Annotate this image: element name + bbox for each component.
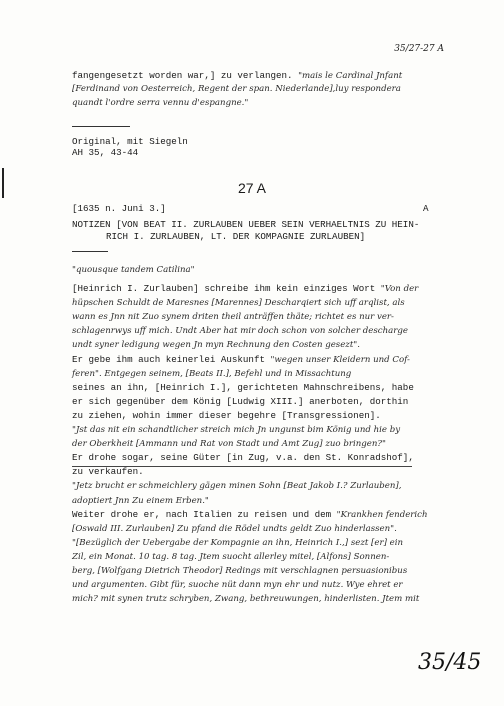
divider <box>72 251 108 252</box>
typed-text: zu verkaufen. <box>72 466 144 478</box>
title-line-1: NOTIZEN [VON BEAT II. ZURLAUBEN UEBER SEIN VERHAELTNIS ZU HEIN- <box>72 219 420 230</box>
quoted-text: hüpschen Schuldt de Maresnes [Marennes] Descharqiert sich uff arqlist, als <box>72 298 405 309</box>
body-line <box>72 283 418 295</box>
intro-line-1 <box>72 70 402 82</box>
typed-text: Er drohe sogar, seine Güter [in Zug, v.a. den St. Konradshof], <box>72 452 414 464</box>
body-line <box>72 495 209 507</box>
quoted-text: undt syner ledigung wegen Jn myn Rechnung den Costen gesezt". <box>72 340 360 351</box>
quoted-text: "Krankhen fenderich <box>336 509 428 520</box>
quoted-text: [Oswald III. Zurlauben] Zu pfand die Rödel undts geldt Zuo hinderlassen". <box>72 523 397 534</box>
quoted-text: Zil, ein Monat. 10 tag. 8 tag. Jtem suocht allerley mitel, [Alfons] Sonnen- <box>72 551 390 562</box>
document-number: 27 A <box>237 180 267 196</box>
intro-quote: "mais le Cardinal Jnfant <box>298 71 403 81</box>
body-line <box>72 311 394 323</box>
typed-text: Er gebe ihm auch keinerlei Auskunft <box>72 353 271 365</box>
body-line <box>72 339 360 351</box>
quoted-text: und argumenten. Gibt für, suoche nüt dann myn ehr und nutz. Wye ehret er <box>72 580 403 591</box>
date-line: [1635 n. Juni 3.] <box>72 203 166 214</box>
typed-text: [Heinrich I. Zurlauben] schreibe ihm kein einziges Wort <box>72 283 381 294</box>
typed-text: er sich gegenüber dem König [Ludwig XIII.] anerboten, dorthin <box>72 395 409 407</box>
intro-line-3: quandt l'ordre serra vennu d'espangne." <box>72 98 249 108</box>
quoted-text: "wegen unser Kleidern und Cof- <box>270 354 410 365</box>
body-line <box>72 396 408 407</box>
intro-text: fangengesetzt worden war,] zu verlangen. <box>72 70 293 81</box>
motto-quote: "quousque tandem Catilina" <box>72 265 195 275</box>
quoted-text: wann es Jnn nit Zuo synem driten theil anträffen thäte; richtet es nur ver- <box>72 312 394 323</box>
body-line <box>72 480 401 492</box>
body-line <box>72 565 407 577</box>
body-line <box>72 466 144 477</box>
quoted-text: "Von der <box>380 284 419 294</box>
body-line <box>72 382 414 393</box>
quoted-text: der Oberkheit [Ammann und Rat von Stadt und Amt Zug] zuo bringen?" <box>72 439 386 450</box>
body-line <box>72 537 403 549</box>
quoted-text: "Jetz brucht er schmeichlery gägen minen Sohn [Beat Jakob I.? Zurlauben], <box>72 481 402 492</box>
body-line <box>72 579 403 591</box>
quoted-text: "[Bezüglich der Uebergabe der Kompagnie an ihn, Heinrich I.,] sezt [er] ein <box>72 537 404 548</box>
body-line <box>72 551 389 563</box>
quoted-text: adoptiert Jnn Zu einem Erben." <box>72 495 209 506</box>
body-line <box>72 325 408 337</box>
typed-text: seines an ihn, [Heinrich I.], gerichteten Mahnschreibens, habe <box>72 381 414 393</box>
body-line <box>72 593 419 605</box>
body-line <box>72 452 414 463</box>
body-line <box>72 424 400 436</box>
body-line <box>72 438 386 450</box>
quoted-text: mich? mit synen trutz schryben, Zwang, bethreuwungen, hinderlisten. Jtem mit <box>72 594 420 605</box>
body-line <box>72 368 351 380</box>
typed-text: Weiter drohe er, nach Italien zu reisen und dem <box>72 508 337 520</box>
source-note-line2: AH 35, 43-44 <box>72 147 139 158</box>
underline-mark <box>72 466 412 467</box>
intro-line-2: [Ferdinand von Oesterreich, Regent der span. Niederlande],luy respondera <box>72 84 401 94</box>
body-line <box>72 297 405 309</box>
body-line <box>72 410 381 421</box>
archive-reference: 35/27-27 A <box>394 44 444 54</box>
body-line <box>72 354 410 366</box>
quoted-text: berg, [Wolfgang Dietrich Theodor] Redings mit verschlagnen persuasionibus <box>72 566 408 576</box>
handwritten-page-number: 35/45 <box>418 650 482 675</box>
source-note-line1: Original, mit Siegeln <box>72 136 188 147</box>
divider <box>72 126 130 127</box>
quoted-text: feren". Entgegen seinem, [Beats II.], Befehl und in Missachtung <box>72 368 352 379</box>
body-line <box>72 523 397 535</box>
typed-text: zu ziehen, wohin immer dieser begehre [Transgressionen]. <box>72 409 381 421</box>
quoted-text: "Jst das nit ein schandtlicher streich mich Jn ungunst bim König und hie by <box>72 425 401 435</box>
body-line <box>72 509 427 521</box>
date-suffix: A <box>423 203 429 214</box>
quoted-text: schlagenrwys uff mich. Undt Aber hat mir doch schon von solcher descharge <box>72 326 408 337</box>
title-line-2: RICH I. ZURLAUBEN, LT. DER KOMPAGNIE ZURLAUBEN] <box>106 231 366 242</box>
